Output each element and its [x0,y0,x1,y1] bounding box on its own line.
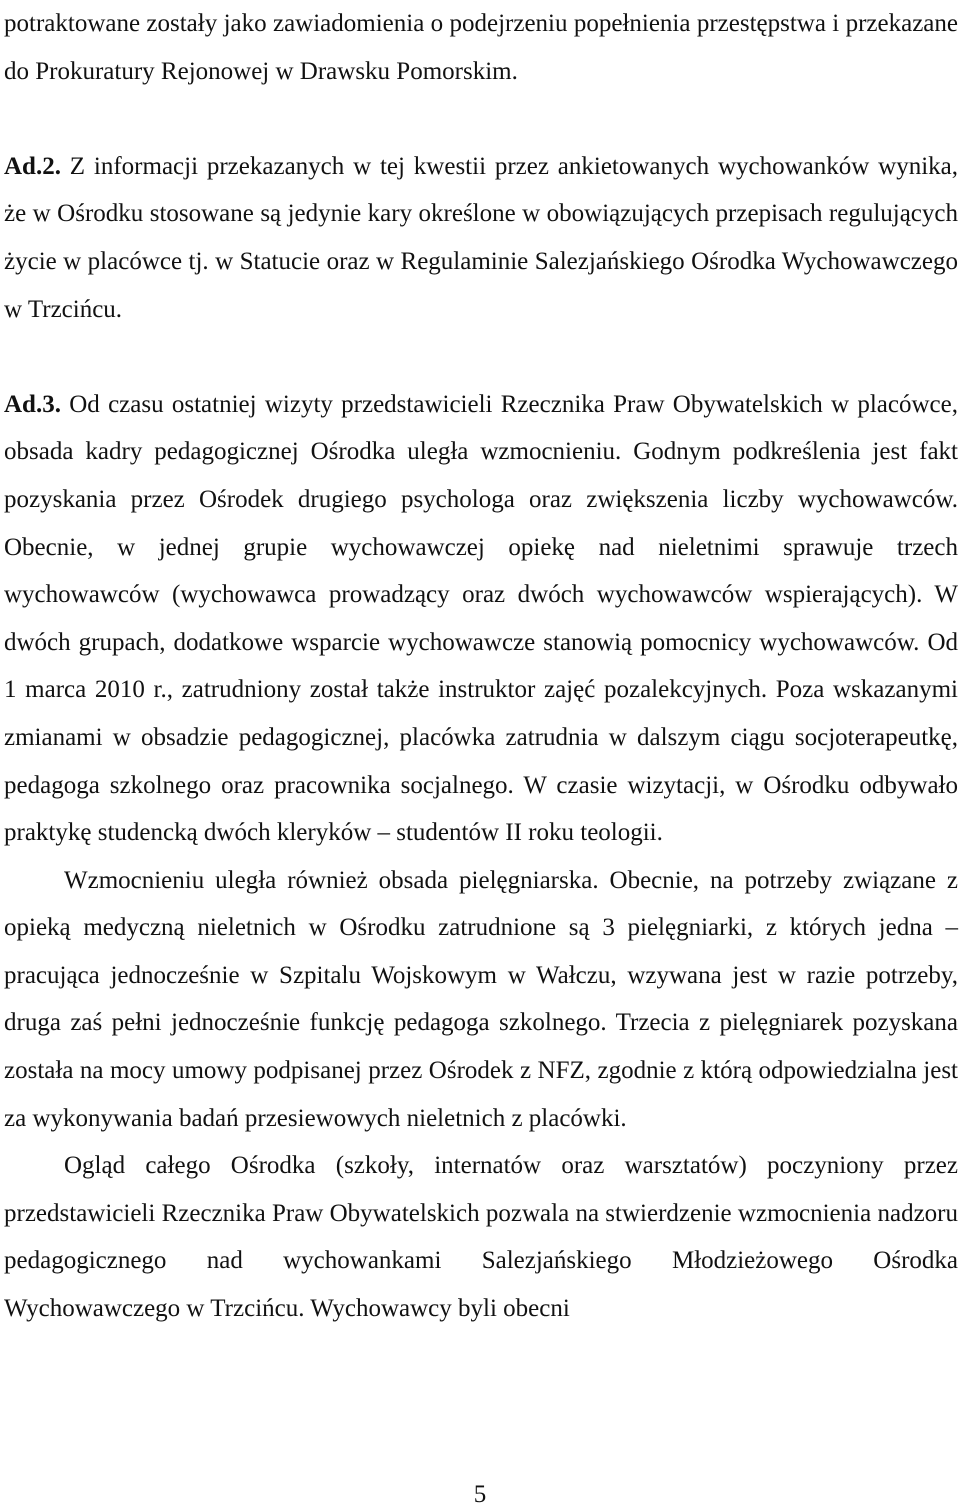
document-page [4,0,958,1333]
paragraph-gap [4,95,958,143]
paragraph-nursing: Wzmocnieniu uległa również obsada pielęgniarska. Obecnie, na potrzeby związane z opieką medyczną nieletnich w Ośrodku zatrudnione są 3 pielęgniarki, z których jedna – pracująca jednocześnie w Szpitalu Wojskowym w Wałczu, wzywana jest w razie potrzeby, druga zaś pełni jednocześnie funkcję pedagoga szkolnego. Trzecia z pielęgniarek pozyskana została na mocy umowy podpisanej przez Ośrodek z NFZ, zgodnie z którą odpowiedzialna jest za wykonywania badań przesiewowych nieletnich z placówki. [4,866,958,1132]
paragraph-ad3 [4,381,958,857]
section-label-ad2: Ad.2. [4,152,61,180]
paragraph-ad3-text: Od czasu ostatniej wizyty przedstawicieli Rzecznika Praw Obywatelskich w placówce, obsada kadry pedagogicznej Ośrodka uległa wzmocnieniu. Godnym podkreślenia jest fakt pozyskania przez Ośrodek drugiego psychologa oraz zwiększenia liczby wychowawców. Obecnie, w jednej grupie wychowawczej opiekę nad nieletnimi sprawuje trzech wychowawców (wychowawca prowadzący oraz dwóch wychowawców wspierających). W dwóch grupach, dodatkowe wsparcie wychowawcze stanowią pomocnicy wychowawców. Od 1 marca 2010 r., zatrudniony został także instruktor zajęć pozalekcyjnych. Poza wskazanymi zmianami w obsadzie pedagogicznej, placówka zatrudnia w dalszym ciągu socjoterapeutkę, pedagoga szkolnego oraz pracownika socjalnego. W czasie wizytacji, w Ośrodku odbywało praktykę studencką dwóch kleryków – studentów II roku teologii. [4,390,958,847]
paragraph-inspection: Ogląd całego Ośrodka (szkoły, internatów oraz warsztatów) poczyniony przez przedstawicieli Rzecznika Praw Obywatelskich pozwala na stwierdzenie wzmocnienia nadzoru pedagogicznego nad wychowankami Salezjańskiego Młodzieżowego Ośrodka Wychowawczego w Trzcińcu. Wychowawcy byli obecni [4,1152,958,1323]
page-number: 5 [473,1481,487,1508]
paragraph-ad2-text: Z informacji przekazanych w tej kwestii przez ankietowanych wychowanków wynika, że w Ośrodku stosowane są jedynie kary określone w obowiązujących przepisach regulujących życie w placówce tj. w Statucie oraz w Regulaminie Salezjańskiego Ośrodka Wychowawczego w Trzcińcu. [4,152,958,323]
paragraph-gap [4,333,958,381]
paragraph-ad2 [4,143,958,333]
section-label-ad3: Ad.3. [4,390,61,418]
paragraph-continuation: potraktowane zostały jako zawiadomienia o podejrzeniu popełnienia przestępstwa i przekazane do Prokuratury Rejonowej w Drawsku Pomorskim. [4,10,958,85]
